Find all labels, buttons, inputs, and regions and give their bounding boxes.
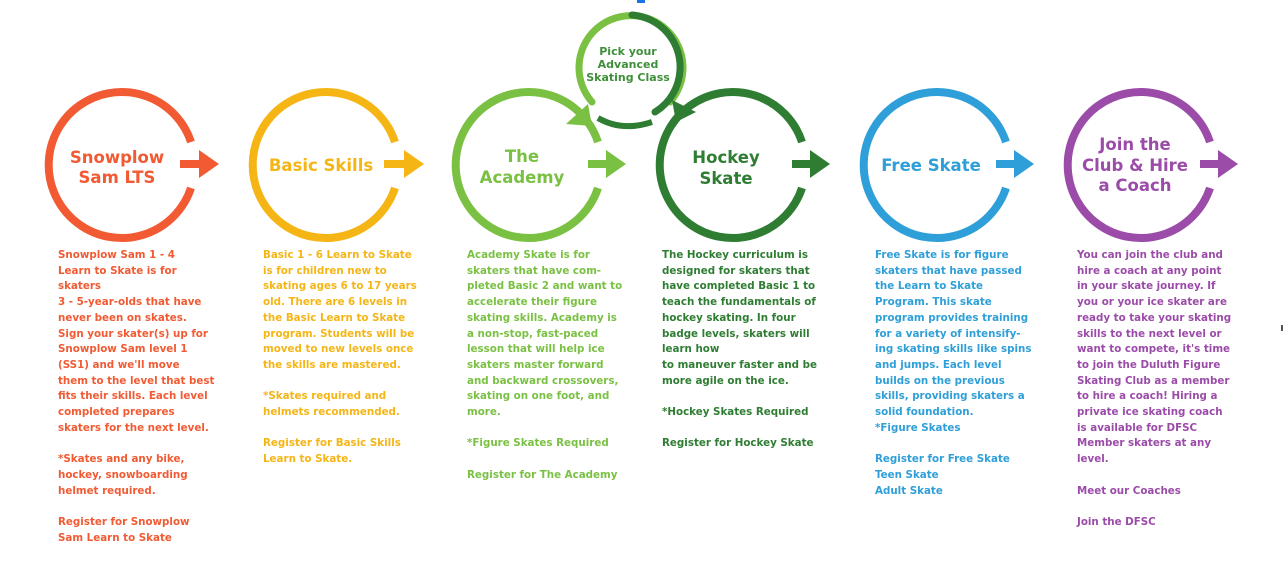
freeskate-description — [875, 248, 1035, 499]
register-basic-link[interactable]: Register for Basic Skills Learn to Skate. — [263, 437, 401, 466]
circle-join-club[interactable] — [1068, 92, 1238, 238]
register-snowplow-link[interactable]: Register for Snowplow Sam Learn to Skate — [58, 515, 190, 544]
circle-hockey-skate[interactable] — [660, 92, 830, 238]
hockey-title-line2: Skate — [699, 169, 753, 188]
club-title-line2: Club & Hire — [1082, 156, 1188, 175]
freeskate-title-line1: Free Skate — [881, 156, 981, 175]
adult-skate-link[interactable]: Adult Skate — [875, 484, 943, 497]
basic-description — [263, 248, 423, 468]
join-dfsc-link[interactable]: Join the DFSC — [1077, 515, 1156, 528]
snowplow-equipment-note: *Skates and any bike, hockey, snowboarding helmet required. — [58, 453, 188, 497]
snowplow-title-line1: Snowplow — [69, 148, 165, 167]
teen-skate-link[interactable]: Teen Skate — [875, 468, 939, 481]
academy-intro: Academy Skate is for skaters that have com- pleted Basic 2 and want to accelerate their figure skating skills. Academy is a non-stop, fast-paced lesson that will help ice skaters master forward and backward crossovers, skating on one foot, and more. — [467, 249, 623, 419]
register-academy-link[interactable]: Register for The Academy — [467, 468, 618, 481]
advanced-title-line1: Pick your — [599, 45, 657, 58]
freeskate-intro: Free Skate is for figure skaters that have passed the Learn to Skate Program. This skate program provides training for a variety of intensify- ing skating skills like spins and jumps. Each level builds on the previous skills, providing skaters a solid foundation. *Figure Skates — [875, 249, 1032, 434]
academy-description — [467, 248, 627, 484]
register-hockey-link[interactable]: Register for Hockey Skate — [662, 437, 814, 450]
academy-equipment-note: *Figure Skates Required — [467, 437, 609, 450]
right-edge-marker — [1281, 325, 1283, 331]
advanced-circle-base-arc — [598, 118, 652, 126]
basic-equipment-note: *Skates required and helmets recommended. — [263, 390, 400, 419]
circle-free-skate[interactable] — [864, 92, 1034, 238]
snowplow-title-line2: Sam LTS — [78, 168, 156, 187]
advanced-title-line2: Advanced — [597, 58, 659, 71]
club-title-line1: Join the — [1099, 135, 1171, 154]
basic-intro: Basic 1 - 6 Learn to Skate is for children new to skating ages 6 to 17 years old. There are 6 levels in the Basic Learn to Skate program. Students will be moved to new levels once the skills are mastered. — [263, 249, 417, 371]
circle-basic-skills[interactable] — [253, 92, 424, 238]
hockey-title-line1: Hockey — [692, 148, 760, 167]
snowplow-arrow-icon — [199, 150, 219, 178]
academy-arrow-icon — [606, 150, 626, 178]
club-arrow-icon — [1218, 150, 1238, 178]
hockey-intro: The Hockey curriculum is designed for skaters that have completed Basic 1 to teach the fundamentals of hockey skating. In four badge levels, skaters will learn how to maneuver faster and be more agile on the ice. — [662, 249, 817, 387]
program-flow-diagram — [0, 0, 1286, 245]
basic-title-line1: Basic Skills — [268, 156, 374, 175]
freeskate-arrow-icon — [1014, 150, 1034, 178]
club-intro: You can join the club and hire a coach at any point in your skate journey. If you or your ice skater are ready to take your skating skills to the next level or want to compete, it's time to join the Duluth Figure Skating Club as a member to hire a coach! Hiring a private ice skating coach is available for DFSC Member skaters at any level. — [1077, 249, 1232, 466]
advanced-title-line3: Skating Class — [586, 71, 670, 84]
register-freeskate-link[interactable]: Register for Free Skate — [875, 453, 1010, 466]
circle-academy[interactable] — [456, 92, 626, 238]
hockey-arrow-icon — [810, 150, 830, 178]
hockey-description — [662, 248, 822, 452]
club-title-line3: a Coach — [1098, 176, 1172, 195]
basic-arrow-icon — [404, 150, 424, 178]
hockey-equipment-note: *Hockey Skates Required — [662, 406, 809, 419]
advanced-class-circle[interactable] — [566, 15, 696, 126]
academy-title-line2: Academy — [479, 168, 565, 187]
academy-title-line1: The — [504, 147, 540, 166]
meet-coaches-link[interactable]: Meet our Coaches — [1077, 484, 1181, 497]
circle-snowplow[interactable] — [49, 92, 219, 238]
club-description — [1077, 248, 1237, 531]
snowplow-description — [58, 248, 218, 546]
snowplow-intro: Snowplow Sam 1 - 4 Learn to Skate is for skaters 3 - 5-year-olds that have never been on skates. Sign your skater(s) up for Snowplow Sam level 1 (SS1) and we'll move them to the level that best fits their skills. Each level completed prepares skaters for the next level. — [58, 249, 215, 434]
